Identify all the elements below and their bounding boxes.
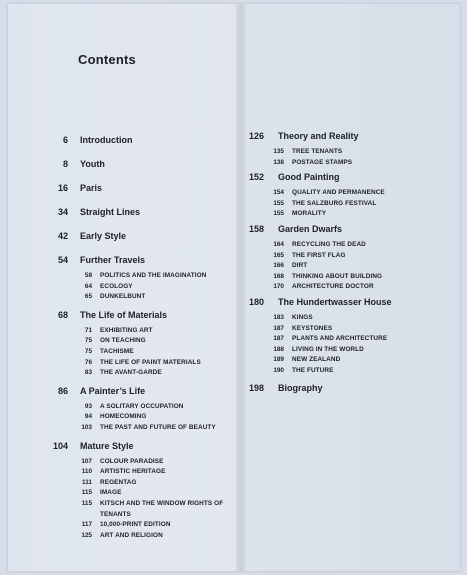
subsection-page-number: 75 (84, 337, 92, 345)
subsection-page-number: 187 (273, 324, 284, 332)
subsection-title: KITSCH AND THE WINDOW RIGHTS OF TENANTS (100, 499, 224, 518)
subsection-page-number: 65 (84, 293, 92, 301)
subsection-title: IMAGE (100, 489, 122, 497)
toc-subsection-entry[interactable] (44, 336, 244, 347)
chapter-page-number: 104 (52, 440, 68, 451)
toc-chapter-entry[interactable] (44, 231, 244, 246)
subsection-page-number: 164 (273, 240, 284, 248)
toc-chapter-entry[interactable] (240, 131, 460, 146)
toc-subsection-entry[interactable] (240, 261, 460, 272)
subsection-title: 10,000-PRINT EDITION (100, 521, 171, 529)
chapter-title: Biography (278, 382, 323, 393)
subsection-page-number: 138 (273, 158, 284, 166)
toc-subsection-entry[interactable] (44, 467, 244, 478)
chapter-title: Introduction (80, 135, 133, 145)
toc-section (44, 310, 244, 379)
toc-subsection-entry[interactable] (44, 412, 244, 423)
toc-subsection-entry[interactable] (240, 334, 460, 345)
subsection-page-number: 71 (84, 326, 92, 334)
subsection-title: POLITICS AND THE IMAGINATION (100, 272, 207, 279)
subsection-page-number: 190 (273, 366, 284, 374)
toc-chapter-entry[interactable] (240, 297, 460, 312)
subsection-list (44, 402, 244, 434)
book-page (8, 4, 460, 571)
subsection-page-number: 170 (273, 283, 284, 291)
toc-subsection-entry[interactable] (240, 324, 460, 335)
toc-right-column (240, 131, 460, 398)
subsection-title: HOMECOMING (100, 413, 147, 421)
toc-chapter-entry[interactable] (44, 310, 244, 325)
toc-subsection-entry[interactable] (44, 358, 244, 369)
subsection-page-number: 125 (81, 531, 92, 539)
subsection-title: TREE TENANTS (292, 148, 343, 155)
subsection-page-number: 76 (84, 358, 92, 366)
chapter-page-number: 34 (57, 207, 68, 217)
subsection-page-number: 83 (84, 369, 92, 377)
toc-subsection-entry[interactable] (44, 326, 244, 337)
toc-section (240, 297, 460, 377)
subsection-page-number: 155 (273, 210, 284, 218)
toc-subsection-entry[interactable] (240, 313, 460, 324)
subsection-list (240, 313, 460, 377)
subsection-page-number: 115 (81, 489, 92, 497)
toc-subsection-entry[interactable] (44, 292, 244, 303)
toc-section (44, 386, 244, 434)
subsection-title: PLANTS AND ARCHITECTURE (292, 335, 388, 343)
toc-section (44, 183, 244, 198)
subsection-page-number: 115 (81, 499, 92, 507)
toc-subsection-entry[interactable] (240, 345, 460, 356)
toc-section (44, 159, 244, 174)
toc-subsection-entry[interactable] (44, 499, 244, 520)
subsection-title: THE SALZBURG FESTIVAL (292, 199, 377, 207)
subsection-title: POSTAGE STAMPS (292, 158, 353, 166)
chapter-title: Youth (80, 159, 105, 169)
subsection-page-number: 154 (273, 189, 284, 197)
toc-subsection-entry[interactable] (44, 271, 244, 282)
subsection-title: NEW ZEALAND (292, 356, 341, 364)
chapter-title: Mature Style (80, 440, 134, 451)
subsection-page-number: 188 (273, 345, 284, 353)
toc-subsection-entry[interactable] (240, 188, 460, 199)
toc-left-column (44, 135, 244, 541)
chapter-page-number: 8 (62, 159, 68, 169)
subsection-title: DIRT (292, 262, 308, 270)
toc-chapter-entry[interactable] (240, 383, 460, 398)
subsection-title: KEYSTONES (292, 324, 333, 332)
subsection-page-number: 168 (273, 272, 284, 280)
subsection-title: THINKING ABOUT BUILDING (292, 272, 383, 280)
subsection-title: LIVING IN THE WORLD (292, 345, 364, 353)
subsection-list (240, 188, 460, 220)
subsection-page-number: 111 (82, 478, 92, 486)
toc-chapter-entry[interactable] (44, 135, 244, 150)
chapter-page-number: 68 (57, 309, 68, 320)
subsection-title: A SOLITARY OCCUPATION (100, 402, 184, 410)
subsection-title: THE FUTURE (292, 366, 334, 374)
toc-subsection-entry[interactable] (44, 478, 244, 489)
toc-subsection-entry[interactable] (44, 488, 244, 499)
subsection-title: THE AVANT-GARDE (100, 369, 162, 377)
subsection-title: ARTISTIC HERITAGE (100, 468, 166, 476)
toc-chapter-entry[interactable] (44, 183, 244, 198)
subsection-title: TACHISME (100, 347, 134, 355)
subsection-page-number: 75 (84, 347, 92, 355)
toc-subsection-entry[interactable] (44, 368, 244, 379)
toc-subsection-entry[interactable] (44, 520, 244, 531)
chapter-page-number: 180 (248, 296, 264, 307)
subsection-page-number: 103 (81, 423, 92, 431)
subsection-title: MORALITY (292, 210, 327, 218)
toc-subsection-entry[interactable] (240, 147, 460, 158)
subsection-list (240, 147, 460, 168)
toc-subsection-entry[interactable] (240, 272, 460, 283)
toc-section (240, 172, 460, 220)
chapter-title: The Hundertwasser House (278, 296, 392, 307)
toc-chapter-entry[interactable] (240, 224, 460, 239)
subsection-title: ON TEACHING (100, 337, 146, 345)
chapter-page-number: 86 (57, 385, 68, 396)
toc-section (240, 383, 460, 398)
chapter-page-number: 6 (62, 135, 68, 145)
subsection-title: THE FIRST FLAG (292, 251, 346, 259)
toc-subsection-entry[interactable] (240, 251, 460, 262)
subsection-list (44, 457, 244, 542)
subsection-title: THE PAST AND FUTURE OF BEAUTY (100, 423, 216, 431)
chapter-page-number: 152 (248, 172, 264, 183)
toc-subsection-entry[interactable] (44, 531, 244, 542)
subsection-title: RECYCLING THE DEAD (292, 240, 366, 248)
page-title: Contents (78, 52, 136, 67)
toc-chapter-entry[interactable] (240, 172, 460, 187)
toc-subsection-entry[interactable] (240, 355, 460, 366)
subsection-page-number: 189 (273, 356, 284, 364)
toc-section (44, 441, 244, 542)
toc-subsection-entry[interactable] (240, 209, 460, 220)
subsection-page-number: 155 (273, 199, 284, 207)
chapter-page-number: 198 (248, 382, 264, 393)
chapter-title: A Painter’s Life (80, 385, 146, 396)
subsection-page-number: 93 (84, 402, 92, 410)
subsection-title: COLOUR PARADISE (100, 457, 164, 465)
toc-section (44, 207, 244, 222)
chapter-title: Paris (80, 183, 103, 193)
subsection-title: ECOLOGY (100, 282, 133, 290)
toc-section (240, 131, 460, 168)
subsection-title: ART AND RELIGION (100, 531, 163, 539)
subsection-title: QUALITY AND PERMANENCE (292, 189, 385, 197)
subsection-title: DUNKELBUNT (100, 293, 146, 301)
subsection-page-number: 166 (273, 262, 284, 270)
subsection-list (44, 271, 244, 303)
chapter-page-number: 158 (248, 223, 264, 234)
toc-subsection-entry[interactable] (240, 282, 460, 293)
subsection-page-number: 165 (273, 251, 284, 259)
toc-subsection-entry[interactable] (44, 457, 244, 468)
chapter-title: Garden Dwarfs (278, 223, 343, 234)
toc-chapter-entry[interactable] (44, 207, 244, 222)
toc-subsection-entry[interactable] (240, 199, 460, 210)
toc-chapter-entry[interactable] (44, 441, 244, 456)
chapter-title: Straight Lines (80, 207, 141, 217)
subsection-page-number: 187 (273, 335, 284, 343)
toc-section (44, 255, 244, 303)
subsection-title: ARCHITECTURE DOCTOR (292, 283, 374, 291)
toc-subsection-entry[interactable] (240, 158, 460, 169)
subsection-page-number: 110 (81, 468, 92, 476)
toc-chapter-entry[interactable] (44, 159, 244, 174)
chapter-page-number: 16 (57, 183, 68, 193)
subsection-page-number: 117 (81, 521, 92, 529)
toc-subsection-entry[interactable] (44, 423, 244, 434)
toc-subsection-entry[interactable] (240, 366, 460, 377)
subsection-title: KINGS (292, 313, 313, 321)
chapter-title: Good Painting (278, 172, 340, 183)
subsection-title: REGENTAG (100, 478, 137, 486)
subsection-page-number: 183 (273, 313, 284, 321)
subsection-title: THE LIFE OF PAINT MATERIALS (100, 358, 201, 366)
subsection-page-number: 94 (84, 413, 92, 421)
subsection-page-number: 58 (84, 272, 92, 279)
subsection-list (240, 240, 460, 293)
toc-section (44, 135, 244, 150)
subsection-list (44, 326, 244, 379)
subsection-page-number: 107 (81, 457, 92, 465)
chapter-page-number: 126 (248, 131, 264, 141)
toc-chapter-entry[interactable] (44, 386, 244, 401)
chapter-title: The Life of Materials (80, 309, 168, 320)
toc-subsection-entry[interactable] (44, 282, 244, 293)
chapter-title: Further Travels (80, 255, 146, 265)
toc-section (44, 231, 244, 246)
toc-subsection-entry[interactable] (44, 402, 244, 413)
chapter-page-number: 54 (57, 255, 68, 265)
toc-subsection-entry[interactable] (44, 347, 244, 358)
toc-section (240, 224, 460, 293)
toc-chapter-entry[interactable] (44, 255, 244, 270)
subsection-page-number: 135 (273, 148, 284, 155)
subsection-title: EXHIBITING ART (100, 326, 153, 334)
subsection-page-number: 64 (84, 282, 92, 290)
toc-subsection-entry[interactable] (240, 240, 460, 251)
chapter-title: Early Style (80, 231, 127, 241)
chapter-title: Theory and Reality (278, 131, 359, 141)
chapter-page-number: 42 (57, 231, 68, 241)
